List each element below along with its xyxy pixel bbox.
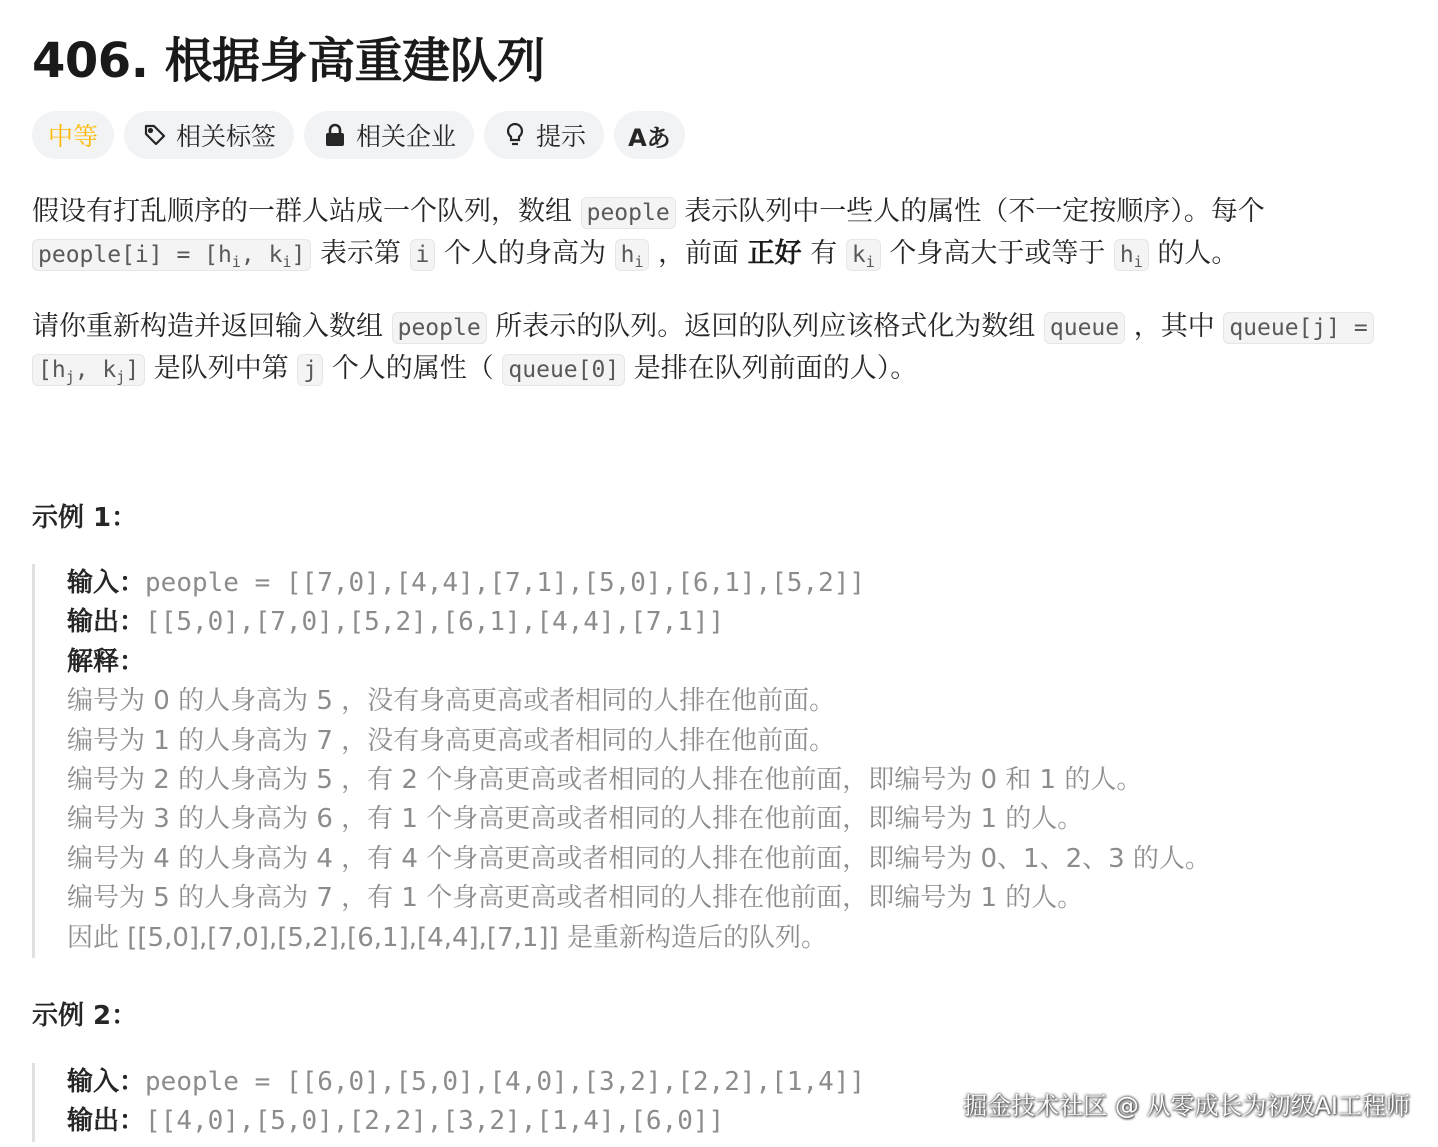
related-companies-button[interactable] — [304, 111, 474, 159]
code-queue: queue — [1044, 312, 1125, 344]
example-2-input: people = [[6,0],[5,0],[4,0],[3,2],[2,2],[1,4]] — [145, 1067, 866, 1097]
hint-button[interactable] — [484, 111, 604, 159]
code-h-i: $h_i$ — [615, 239, 650, 271]
explanation-line: 编号为 0 的人身高为 5 ，没有身高更高或者相同的人排在他前面。 — [67, 686, 836, 717]
tag-icon — [142, 122, 168, 148]
code-people-i: people[i] = [$h_i$, $k_i$] — [32, 239, 311, 271]
code-j: j — [297, 354, 323, 386]
lock-icon — [322, 122, 348, 148]
code-people: people — [581, 197, 676, 229]
explanation-line: 编号为 3 的人身高为 6 ，有 1 个身高更高或者相同的人排在他前面，即编号为 1 的人。 — [67, 804, 1084, 835]
problem-title: 406. 根据身高重建队列 — [32, 33, 545, 89]
example-2-title: 示例 2： — [32, 1001, 138, 1031]
difficulty-badge[interactable]: 中等 — [32, 111, 114, 159]
related-tags-label: 相关标签 — [176, 122, 277, 151]
code-queue-j: queue[j] = — [1223, 312, 1373, 344]
watermark: 掘金技术社区 @ 从零成长为初级AI工程师 — [963, 1092, 1410, 1120]
explanation-line: 编号为 5 的人身高为 7 ，有 1 个身高更高或者相同的人排在他前面，即编号为 1 的人。 — [67, 883, 1084, 914]
example-1-block: 输入：people = [[7,0],[4,4],[7,1],[5,0],[6,1],[5,2]] 输出：[[5,0],[7,0],[5,2],[6,1],[4,4],[7,1]] 解释： 编号为 0 的人身高为 5 ，没有身高更高或者相同的人排在他前面。 编号为 1 的人身高为 7 ，没有身高更高或者相同的人排在他前面。 编号为 2 的人身高为 5 ，有 2 个身高更高或者相同的人排在他前面，即编号为 0 和 1 的人。 编号为 3 的人身高为 6 ，有 1 个身高更高或者相同的人排在他前面，即编号为 1 的人。 编号为 4 的人身高为 4 ，有 4 个身高更高或者相同的人排在他前面，即编号为 0、1、2、3 的人。 编号为 5 的人身高为 7 ，有 1 个身高更高或者相同的人排在他前面，即编号为 1 的人。 因此 [[5,0],[7,0],[5,2],[6,1],[4,4],[7,1]] 是重新构造后的队列。 — [32, 564, 1211, 958]
related-tags-button[interactable] — [124, 111, 294, 159]
description-paragraph-2: 请你重新构造并返回输入数组 people 所表示的队列。返回的队列应该格式化为数组 queue ，其中 queue[j] = [$h_j$, $k_j$] 是队列中第 j 个人的属性（ queue[0] 是排在队列前面的人）。 — [32, 306, 1374, 390]
tag-bar — [32, 111, 685, 159]
lightbulb-icon — [502, 122, 528, 148]
code-h-i-2: $h_i$ — [1114, 239, 1149, 271]
example-2-block: 输入：people = [[6,0],[5,0],[4,0],[3,2],[2,2],[1,4]] 输出：[[4,0],[5,0],[2,2],[3,2],[1,4],[6,0]] — [32, 1063, 865, 1142]
explanation-line: 因此 [[5,0],[7,0],[5,2],[6,1],[4,4],[7,1]] 是重新构造后的队列。 — [67, 922, 827, 953]
related-companies-label: 相关企业 — [356, 122, 457, 151]
code-people-2: people — [392, 312, 487, 344]
code-i: i — [410, 239, 436, 271]
example-1-input: people = [[7,0],[4,4],[7,1],[5,0],[6,1],[5,2]] — [145, 568, 866, 598]
explanation-line: 编号为 1 的人身高为 7 ，没有身高更高或者相同的人排在他前面。 — [67, 725, 836, 756]
example-1-output: [[5,0],[7,0],[5,2],[6,1],[4,4],[7,1]] — [145, 607, 725, 638]
example-1-title: 示例 1： — [32, 503, 138, 533]
code-k-i: $k_i$ — [846, 239, 881, 271]
description-paragraph-1: 假设有打乱顺序的一群人站成一个队列，数组 people 表示队列中一些人的属性（不一定按顺序）。每个 people[i] = [$h_i$, $k_i$] 表示第 i 个人的身高为 $h_i$ ，前面 正好 有 $k_i$ 个身高大于或等于 $h_i$ 的人。 — [32, 196, 1265, 271]
explanation-line: 编号为 4 的人身高为 4 ，有 4 个身高更高或者相同的人排在他前面，即编号为 0、1、2、3 的人。 — [67, 843, 1211, 874]
example-2-output: [[4,0],[5,0],[2,2],[3,2],[1,4],[6,0]] — [145, 1106, 725, 1137]
hint-label: 提示 — [536, 122, 587, 151]
code-queue-0: queue[0] — [502, 354, 625, 386]
translate-button[interactable] — [614, 111, 685, 159]
translate-icon: Aあ — [628, 123, 671, 152]
explanation-line: 编号为 2 的人身高为 5 ，有 2 个身高更高或者相同的人排在他前面，即编号为 0 和 1 的人。 — [67, 764, 1143, 795]
bold-exactly: 正好 — [747, 238, 802, 269]
code-hj-kj: [$h_j$, $k_j$] — [32, 354, 145, 386]
